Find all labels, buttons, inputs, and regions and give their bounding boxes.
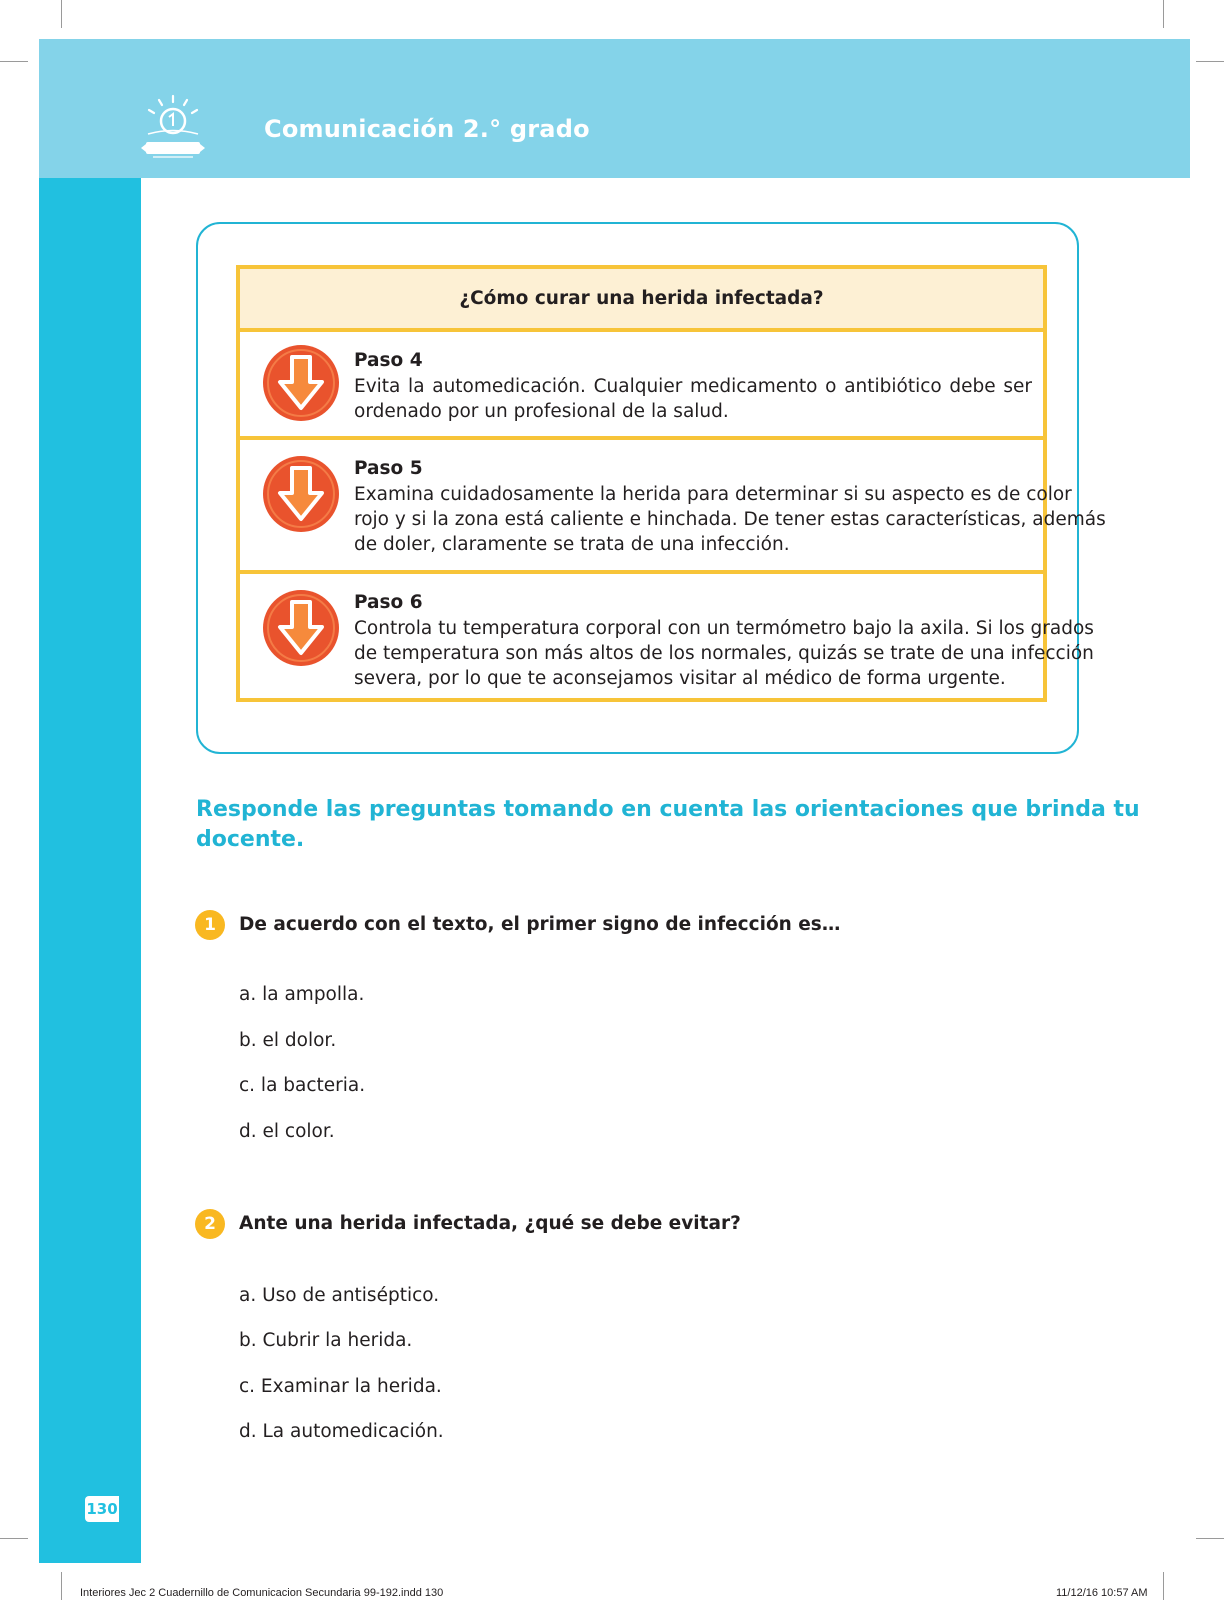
step-title: Paso 5 — [354, 458, 423, 479]
steps-table — [236, 265, 1106, 702]
answer-option: a. la ampolla. — [239, 984, 365, 1005]
question-number-badge: 1 — [195, 910, 225, 940]
arrow-down-icon — [262, 344, 340, 422]
arrow-down-icon — [262, 455, 340, 533]
crop-mark — [1196, 61, 1224, 62]
instructions-line: docente. — [196, 827, 305, 852]
arrow-down-icon — [262, 589, 340, 667]
answer-option: b. el dolor. — [239, 1030, 337, 1051]
step-row — [240, 436, 1106, 570]
step-row — [240, 570, 1094, 702]
step-text-line: Examina cuidadosamente la herida para determinar si su aspecto es de color — [354, 484, 1072, 505]
crop-mark — [1163, 0, 1164, 28]
answer-option: c. Examinar la herida. — [239, 1376, 442, 1397]
crop-mark — [0, 1538, 28, 1539]
question-text: De acuerdo con el texto, el primer signo de infección es… — [239, 914, 841, 935]
step-text-line: de doler, claramente se trata de una infección. — [354, 534, 790, 555]
page-sidebar-band — [39, 178, 141, 1563]
answer-option: d. La automedicación. — [239, 1421, 444, 1442]
step-text-line: severa, por lo que te aconsejamos visitar al médico de forma urgente. — [354, 668, 1006, 689]
answer-option: b. Cubrir la herida. — [239, 1330, 413, 1351]
question-text: Ante una herida infectada, ¿qué se debe evitar? — [239, 1213, 741, 1234]
instructions-heading — [196, 795, 1140, 855]
table-title: ¿Cómo curar una herida infectada? — [240, 269, 1043, 328]
instructions-line: Responde las preguntas tomando en cuenta las orientaciones que brinda tu — [196, 797, 1140, 822]
answer-option: c. la bacteria. — [239, 1075, 366, 1096]
step-description — [354, 374, 1032, 424]
step-text-line: ordenado por un profesional de la salud. — [354, 401, 729, 422]
jornada-escolar-logo — [108, 57, 238, 177]
crop-mark — [61, 1572, 62, 1600]
step-title: Paso 6 — [354, 592, 423, 613]
crop-mark — [1163, 1572, 1164, 1600]
footer-timestamp: 11/12/16 10:57 AM — [1056, 1587, 1148, 1599]
crop-mark — [0, 61, 28, 62]
step-description — [354, 616, 1094, 691]
step-text-line: Evita la automedicación. Cualquier medicamento o antibiótico debe ser — [354, 376, 1032, 397]
step-text-line: de temperatura son más altos de los normales, quizás se trate de una infección — [354, 643, 1094, 664]
step-description — [354, 482, 1106, 557]
question-number-badge: 2 — [195, 1209, 225, 1239]
answer-option: a. Uso de antiséptico. — [239, 1285, 440, 1306]
step-title: Paso 4 — [354, 350, 423, 371]
answer-option: d. el color. — [239, 1121, 335, 1142]
crop-mark — [1196, 1538, 1224, 1539]
footer-file-info: Interiores Jec 2 Cuadernillo de Comunicacion Secundaria 99-192.indd 130 — [80, 1587, 444, 1599]
page-header-title: Comunicación 2.° grado — [264, 115, 590, 143]
step-row — [240, 328, 1043, 436]
crop-mark — [61, 0, 62, 28]
step-text-line: Controla tu temperatura corporal con un termómetro bajo la axila. Si los grados — [354, 618, 1094, 639]
step-text-line: rojo y si la zona está caliente e hinchada. De tener estas características, además — [354, 509, 1106, 530]
page-number: 130 — [85, 1496, 119, 1522]
